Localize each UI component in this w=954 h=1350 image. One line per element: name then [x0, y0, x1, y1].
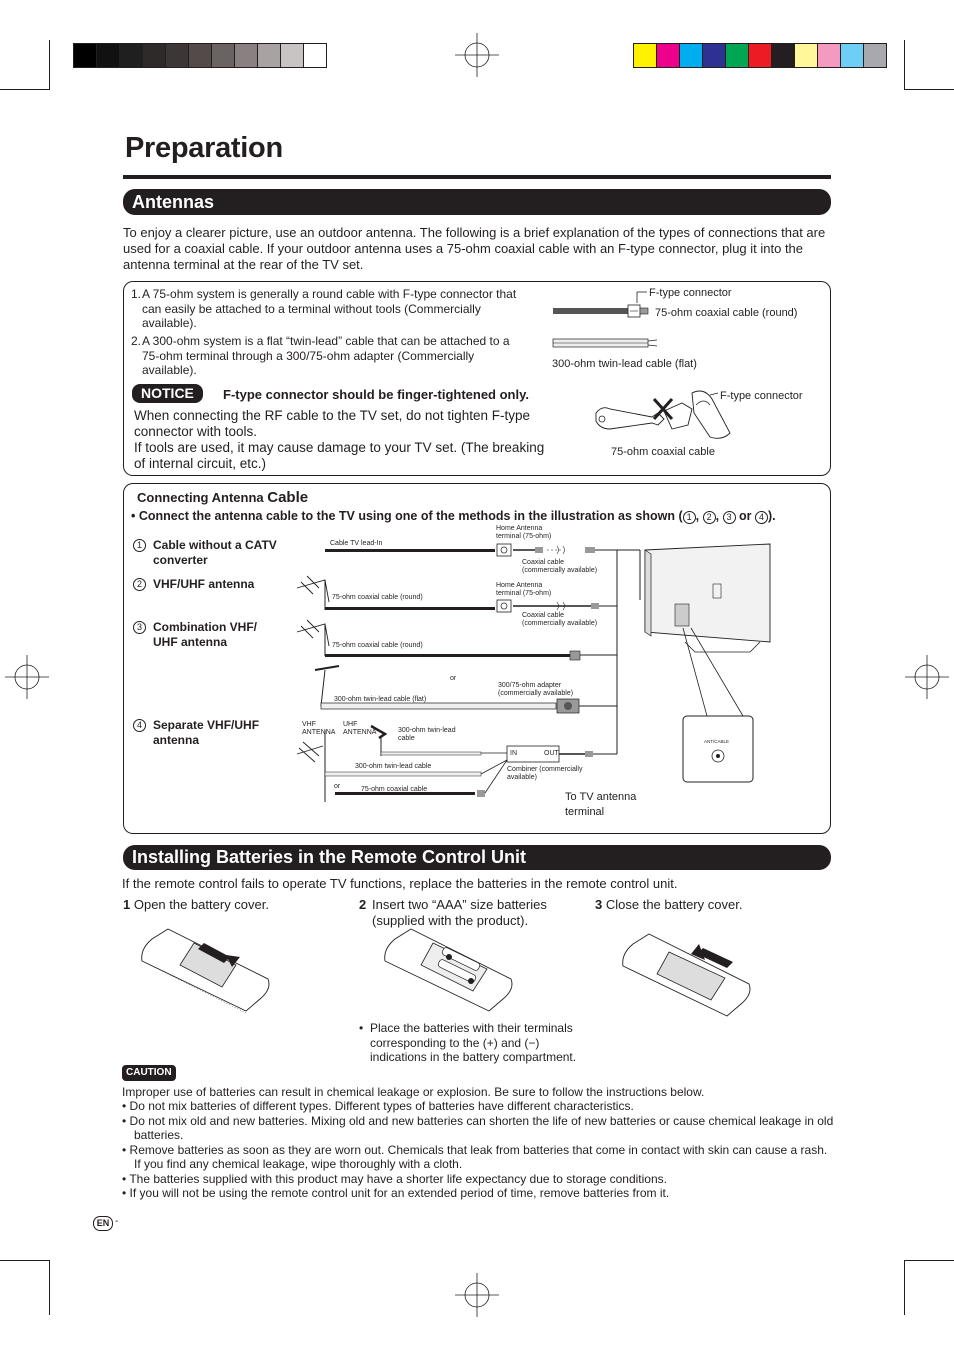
battery-step-1: [123, 897, 323, 913]
connecting-title: [137, 490, 308, 506]
battery-terminal-note: • Place the batteries with their terminals corresponding to the (+) and (−) indications in the battery compartment.: [359, 1021, 594, 1065]
step-num: 3: [595, 897, 603, 912]
label-combiner: Combiner (commercially available): [507, 766, 583, 781]
caution-item: • Do not mix batteries of different types. Different types of batteries have different characteristics.: [122, 1099, 834, 1114]
label-coax-75: 75-ohm coaxial cable: [361, 786, 428, 793]
connecting-title-a: Connecting Antenna: [137, 490, 268, 505]
notice-badge: NOTICE: [132, 384, 203, 403]
registration-mark-left: [5, 655, 49, 699]
method-1: [133, 538, 298, 567]
method-label: Combination VHF/ UHF antenna: [153, 620, 257, 649]
connecting-title-b: Cable: [267, 489, 309, 506]
bullet-or: or: [735, 509, 756, 523]
list-text: A 300-ohm system is a flat “twin-lead” cable that can be attached to a 75-ohm terminal through a 300/75-ohm adapter (Commercially available).: [142, 334, 510, 377]
notice-body-2: If tools are used, it may cause damage to your TV set. (The breaking of internal circuit, etc.): [134, 440, 545, 471]
label-home-antenna-2: Home Antenna terminal (75-ohm): [496, 582, 552, 597]
note-text: Place the batteries with their terminals corresponding to the (+) and (−) indications in the battery compartment.: [370, 1021, 577, 1064]
label-vhf-antenna: VHF ANTENNA: [302, 721, 336, 736]
battery-step-3: [595, 897, 795, 913]
method-label: Cable without a CATV converter: [153, 538, 277, 567]
color-swatch: [749, 44, 772, 67]
list-num: 1.: [131, 287, 142, 301]
gray-swatch: [212, 44, 235, 67]
method-num: 2: [133, 578, 146, 591]
color-swatch: [703, 44, 726, 67]
step-num: 1: [123, 897, 131, 912]
caution-list: [122, 1099, 834, 1201]
page-title: Preparation: [125, 132, 283, 164]
label-ant-cable: ANT/CABLE: [704, 739, 730, 744]
remote-close-cover-illustration: [619, 930, 754, 1020]
caution-item: • Do not mix old and new batteries. Mixing old and new batteries can shorten the life of new batteries or cause chemical leakage in old batteries.: [122, 1114, 834, 1143]
step-text: Insert two “AAA” size batteries (supplied with the product).: [372, 897, 547, 928]
bullet-end: ).: [768, 509, 776, 523]
coax-cable-label: 75-ohm coaxial cable: [611, 446, 715, 458]
connecting-bullet: • Connect the antenna cable to the TV using one of the methods in the illustration as shown ( 1 , 2 , 3 or 4 ).: [131, 509, 776, 523]
label-or-4: or: [334, 783, 341, 790]
language-badge: EN: [93, 1216, 113, 1231]
caution-item: • Remove batteries as soon as they are worn out. Chemicals that leak from batteries that come in contact with skin can cause a rash. If you find any chemical leakage, wipe thoroughly with a cloth.: [122, 1143, 834, 1172]
label-home-antenna-1: Home Antenna terminal (75-ohm): [496, 525, 552, 540]
bullet-num-3: 3: [723, 511, 736, 524]
method-label: Separate VHF/UHF antenna: [153, 718, 260, 747]
color-swatch: [680, 44, 703, 67]
title-rule: [123, 175, 831, 179]
process-color-bar: [633, 43, 887, 68]
remote-insert-batteries-illustration: [381, 925, 516, 1015]
label-in: IN: [510, 750, 517, 757]
bullet-num-1: 1: [683, 511, 696, 524]
method-4: [133, 718, 283, 747]
method-2: [133, 577, 298, 592]
registration-mark-right: [905, 655, 949, 699]
caution-intro: Improper use of batteries can result in chemical leakage or explosion. Be sure to follow the instructions below.: [122, 1085, 705, 1099]
gray-swatch: [166, 44, 189, 67]
color-swatch: [657, 44, 680, 67]
antenna-list-item-1: [131, 287, 526, 331]
label-twin-300-b: 300-ohm twin-lead cable: [355, 763, 432, 770]
gray-swatch: [74, 44, 97, 67]
label-coax-round-3: 75-ohm coaxial cable (round): [332, 642, 423, 649]
label-to-tv: To TV antenna terminal: [565, 791, 637, 818]
bullet-text: Connect the antenna cable to the TV using one of the methods in the illustration as shown (: [138, 509, 683, 523]
grayscale-color-bar: [73, 43, 327, 68]
gray-swatch: [143, 44, 166, 67]
method-3: [133, 620, 283, 649]
coax-round-label: 75-ohm coaxial cable (round): [655, 307, 798, 319]
color-swatch: [818, 44, 841, 67]
color-swatch: [841, 44, 864, 67]
f-type-connector-label: F-type connector: [649, 287, 732, 299]
color-swatch: [864, 44, 886, 67]
label-coax-commercially-1: Coaxial cable (commercially available): [522, 559, 598, 574]
caution-item: • If you will not be using the remote control unit for an extended period of time, remove batteries from it.: [122, 1186, 834, 1201]
step-text: Open the battery cover.: [133, 897, 269, 912]
registration-mark-bottom: [455, 1273, 499, 1317]
gray-swatch: [189, 44, 212, 67]
gray-swatch: [235, 44, 258, 67]
label-cable-tv-lead-in: Cable TV lead-In: [330, 540, 383, 547]
list-num: 2.: [131, 334, 142, 348]
antennas-intro: To enjoy a clearer picture, use an outdoor antenna. The following is a brief explanation of the types of connections that are used for a coaxial cable. If your outdoor antenna uses a 75-ohm coaxial cable with an F-type connector, plug it into the antenna terminal at the rear of the TV set.: [123, 225, 826, 272]
label-coax-commercially-2: Coaxial cable (commercially available): [522, 612, 598, 627]
label-adapter: 300/75-ohm adapter (commercially available): [498, 682, 574, 697]
gray-swatch: [304, 44, 326, 67]
batteries-intro: If the remote control fails to operate TV functions, replace the batteries in the remote control unit.: [122, 876, 678, 891]
f-type-connector-label-2: F-type connector: [720, 390, 803, 402]
color-swatch: [634, 44, 657, 67]
caution-badge: CAUTION: [122, 1065, 176, 1081]
batteries-heading: Installing Batteries in the Remote Control Unit: [123, 845, 831, 870]
color-swatch: [772, 44, 795, 67]
remote-open-cover-illustration: [138, 925, 273, 1015]
caution-item: • The batteries supplied with this product may have a shorter life expectancy due to storage conditions.: [122, 1172, 834, 1187]
antenna-list-item-2: [131, 334, 526, 378]
label-uhf-antenna: UHF ANTENNA: [343, 721, 377, 736]
label-coax-round-2: 75-ohm coaxial cable (round): [332, 594, 423, 601]
gray-swatch: [97, 44, 120, 67]
gray-swatch: [258, 44, 281, 67]
notice-body-1: When connecting the RF cable to the TV set, do not tighten F-type connector with tools.: [134, 408, 530, 439]
label-twin-flat-3: 300-ohm twin-lead cable (flat): [334, 696, 427, 703]
step-num: 2: [359, 897, 367, 912]
wrench-illustration: [592, 383, 737, 445]
step-text: Close the battery cover.: [605, 897, 743, 912]
method-num: 3: [133, 621, 146, 634]
notice-title: F-type connector should be finger-tightened only.: [223, 387, 529, 402]
label-twin-300: 300-ohm twin-lead cable: [398, 727, 456, 742]
bullet-num-2: 2: [703, 511, 716, 524]
gray-swatch: [120, 44, 143, 67]
color-swatch: [795, 44, 818, 67]
method-num: 1: [133, 539, 146, 552]
antennas-heading: Antennas: [123, 189, 831, 215]
label-out: OUT: [544, 750, 559, 757]
twin-flat-label: 300-ohm twin-lead cable (flat): [552, 358, 697, 370]
page-separator: -: [115, 1216, 119, 1227]
gray-swatch: [281, 44, 304, 67]
registration-mark-top: [455, 33, 499, 77]
method-label: VHF/UHF antenna: [153, 577, 255, 591]
bullet-num-4: 4: [755, 511, 768, 524]
label-or-3: or: [450, 675, 457, 682]
color-swatch: [726, 44, 749, 67]
list-text: A 75-ohm system is generally a round cable with F-type connector that can easily be attached to a terminal without tools (Commercially available).: [142, 287, 517, 330]
method-num: 4: [133, 719, 146, 732]
